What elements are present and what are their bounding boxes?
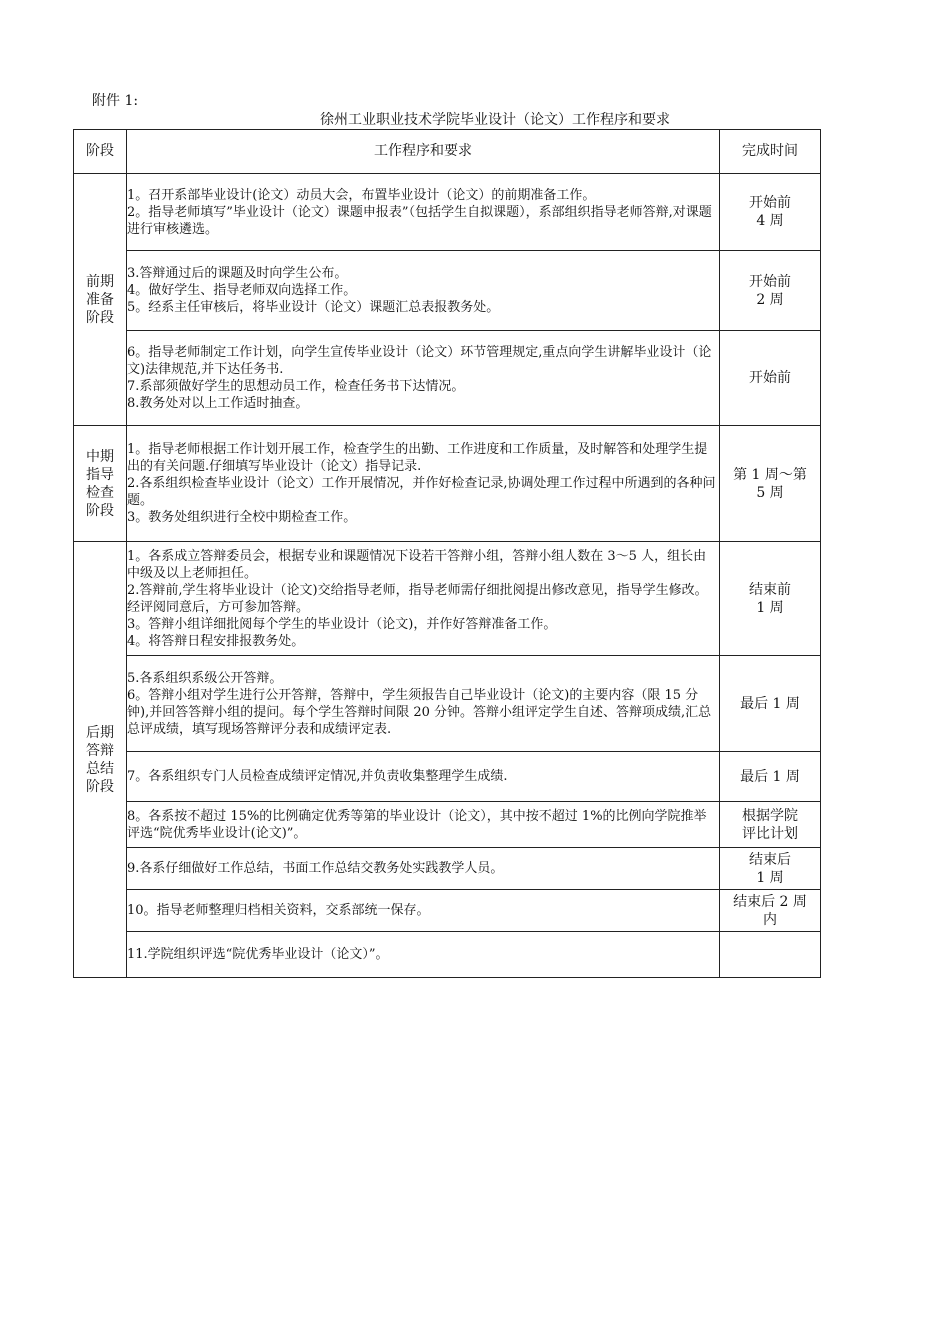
- stage-cell-late: [74, 542, 127, 978]
- procedure-cell: [127, 752, 720, 802]
- procedure-line: 2。指导老师填写”毕业设计（论文）课题申报表”（包括学生自拟课题），系部组织指导老师答辩,对课题进行审核遴选。: [127, 204, 712, 237]
- stage-cell-early: [74, 174, 127, 426]
- table-row: [74, 331, 821, 426]
- document-title: 徐州工业职业技术学院毕业设计（论文）工作程序和要求: [320, 112, 670, 128]
- stage-label: 前期准备阶段: [86, 273, 114, 326]
- procedure-line: 8.教务处对以上工作适时抽查。: [127, 396, 309, 411]
- time-line: 4 周: [756, 213, 784, 229]
- procedure-cell: [127, 542, 720, 656]
- time-line: 1 周: [756, 599, 784, 616]
- procedure-line: 2.答辩前,学生将毕业设计（论文)交给指导老师，指导老师需仔细批阅提出修改意见，指导学生修改。经评阅同意后，方可参加答辩。: [127, 582, 708, 615]
- time-line: 5 周: [756, 484, 784, 501]
- table-row: [74, 848, 821, 890]
- procedure-line: 4。将答辩日程安排报教务处。: [127, 633, 305, 649]
- procedure-line: 7.系部须做好学生的思想动员工作，检查任务书下达情况。: [127, 379, 465, 394]
- time-line: 结束前: [749, 581, 791, 598]
- time-cell: [720, 251, 821, 331]
- table-row: [74, 251, 821, 331]
- time-line: 根据学院: [742, 807, 798, 824]
- time-line: 内: [763, 911, 777, 928]
- time-cell-empty: [720, 932, 821, 978]
- procedure-cell: [127, 331, 720, 426]
- procedure-line: 1。各系成立答辩委员会，根据专业和课题情况下设若干答辩小组，答辩小组人数在 3～5 人，组长由中级及以上老师担任。: [127, 548, 707, 581]
- procedure-line: 6。指导老师制定工作计划，向学生宣传毕业设计（论文）环节管理规定,重点向学生讲解毕业设计（论文)法律规范,并下达任务书.: [127, 345, 712, 377]
- attachment-label: 附件 1:: [92, 93, 139, 109]
- table-row: [74, 932, 821, 978]
- time-cell: [720, 174, 821, 251]
- time-line: 结束后 2 周: [733, 893, 807, 910]
- time-line: 1 周: [756, 869, 784, 886]
- time-cell: [720, 542, 821, 656]
- time-line: 2 周: [756, 291, 784, 308]
- time-cell: [720, 802, 821, 848]
- time-line: 最后 1 周: [740, 768, 800, 785]
- procedure-cell: [127, 251, 720, 331]
- procedure-cell: [127, 174, 720, 251]
- procedure-line: 2.各系组织检查毕业设计（论文）工作开展情况，并作好检查记录,协调处理工作过程中所遇到的各种问题。: [127, 476, 716, 508]
- table-row: [74, 174, 821, 251]
- time-line: 结束后: [749, 851, 791, 868]
- procedure-cell: [127, 802, 720, 848]
- time-line: 评比计划: [742, 825, 798, 842]
- procedure-line: 8。各系按不超过 15%的比例确定优秀等第的毕业设计（论文），其中按不超过 1%的比例向学院推举评选“院优秀毕业设计(论文)”。: [127, 808, 707, 841]
- time-cell: [720, 848, 821, 890]
- procedure-table: [73, 129, 821, 978]
- procedure-line: 5.各系组织系级公开答辩。: [127, 670, 283, 686]
- procedure-line: 3。教务处组织进行全校中期检查工作。: [127, 510, 357, 525]
- procedure-line: 1。召开系部毕业设计(论文）动员大会，布置毕业设计（论文）的前期准备工作。: [127, 187, 596, 203]
- time-line: 第 1 周～第: [733, 466, 807, 483]
- stage-label: 后期答辩总结阶段: [86, 724, 114, 795]
- procedure-cell: [127, 848, 720, 890]
- procedure-line: 9.各系仔细做好工作总结，书面工作总结交教务处实践教学人员。: [127, 861, 504, 876]
- table-row: [74, 890, 821, 932]
- time-line: 开始前: [749, 273, 791, 290]
- stage-cell-middle: [74, 426, 127, 542]
- time-line: 开始前: [749, 370, 791, 386]
- procedure-cell: [127, 932, 720, 978]
- table-row: [74, 426, 821, 542]
- stage-label: 中期指导检查阶段: [86, 448, 114, 519]
- procedure-cell: [127, 656, 720, 752]
- procedure-cell: [127, 426, 720, 542]
- procedure-line: 6。答辩小组对学生进行公开答辩，答辩中，学生须报告自己毕业设计（论文)的主要内容（限 15 分钟),并回答答辩小组的提问。每个学生答辩时间限 20 分钟。答辩小组评定学生自述、答辩项成绩,汇总总评成绩，填写现场答辩评分表和成绩评定表.: [127, 687, 712, 737]
- time-cell: [720, 890, 821, 932]
- procedure-line: 10。指导老师整理归档相关资料，交系部统一保存。: [127, 903, 430, 918]
- time-cell: [720, 331, 821, 426]
- procedure-line: 5。经系主任审核后，将毕业设计（论文）课题汇总表报教务处。: [127, 300, 500, 315]
- table-header-row: [74, 130, 821, 174]
- time-line: 最后 1 周: [740, 695, 800, 712]
- header-procedure: 工作程序和要求: [127, 130, 720, 174]
- table-row: [74, 656, 821, 752]
- table-row: [74, 752, 821, 802]
- procedure-cell: [127, 890, 720, 932]
- procedure-line: 3。答辩小组详细批阅每个学生的毕业设计（论文)，并作好答辩准备工作。: [127, 616, 557, 632]
- procedure-line: 3.答辩通过后的课题及时向学生公布。: [127, 266, 348, 281]
- table-row: [74, 542, 821, 656]
- procedure-line: 7。各系组织专门人员检查成绩评定情况,并负责收集整理学生成绩.: [127, 769, 508, 784]
- time-cell: [720, 426, 821, 542]
- procedure-line: 11.学院组织评选“院优秀毕业设计（论文）”。: [127, 947, 389, 962]
- time-cell: [720, 752, 821, 802]
- time-line: 开始前: [749, 195, 791, 211]
- procedure-line: 4。做好学生、指导老师双向选择工作。: [127, 283, 357, 298]
- time-cell: [720, 656, 821, 752]
- table-row: [74, 802, 821, 848]
- procedure-line: 1。指导老师根据工作计划开展工作，检查学生的出勤、工作进度和工作质量，及时解答和处理学生提出的有关问题.仔细填写毕业设计（论文）指导记录.: [127, 442, 708, 474]
- header-time: 完成时间: [720, 130, 821, 174]
- header-stage: 阶段: [74, 130, 127, 174]
